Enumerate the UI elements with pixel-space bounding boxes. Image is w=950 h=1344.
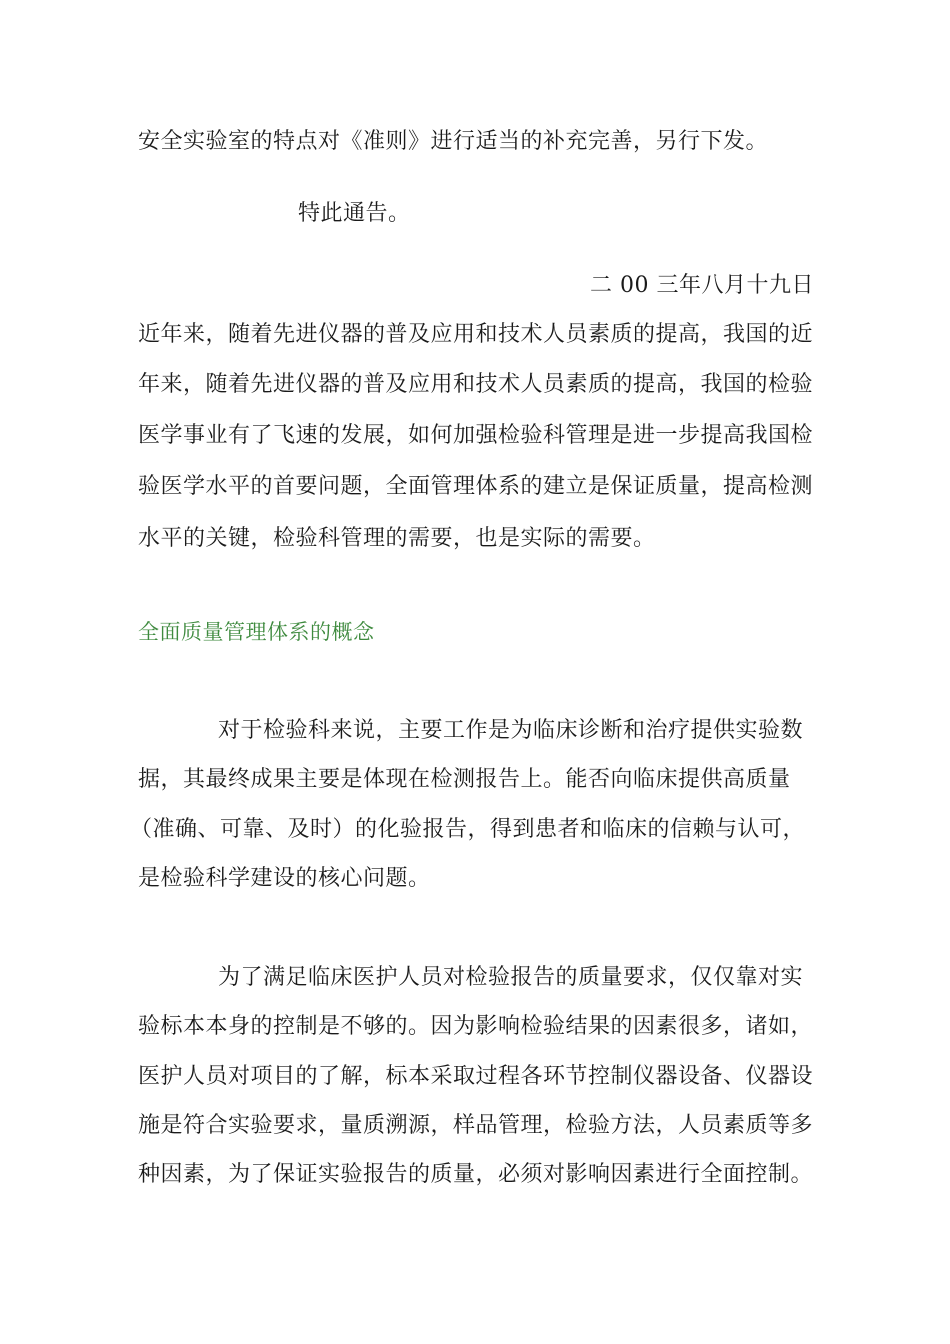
intro-tail-text: 安全实验室的特点对《准则》进行适当的补充完善，另行下发。: [138, 129, 769, 154]
paragraph-line: 据，其最终成果主要是体现在检测报告上。能否向临床提供高质量: [138, 767, 791, 792]
paragraph-line: 验医学水平的首要问题，全面管理体系的建立是保证质量，提高检测: [138, 474, 814, 499]
paragraph-line: 种因素，为了保证实验报告的质量，必须对影响因素进行全面控制。: [138, 1162, 814, 1187]
paragraph-line: 施是符合实验要求，量质溯源，样品管理，检验方法，人员素质等多: [138, 1113, 814, 1138]
paragraph-line: 是检验科学建设的核心问题。: [138, 866, 431, 891]
paragraph-line: 近年来，随着先进仪器的普及应用和技术人员素质的提高，我国的近: [138, 322, 814, 347]
paragraph-line: 为了满足临床医护人员对检验报告的质量要求，仅仅靠对实: [218, 965, 804, 990]
paragraph-line: 验标本本身的控制是不够的。因为影响检验结果的因素很多，诸如，: [138, 1014, 814, 1039]
paragraph-line: 对于检验科来说，主要工作是为临床诊断和治疗提供实验数: [218, 718, 804, 743]
notice-text: 特此通告。: [298, 201, 411, 226]
paragraph-line: 医学事业有了飞速的发展，如何加强检验科管理是进一步提高我国检: [138, 423, 814, 448]
paragraph-line: 年来，随着先进仪器的普及应用和技术人员素质的提高，我国的检验: [138, 372, 814, 397]
document-date: 二 00 三年八月十九日: [590, 273, 814, 298]
paragraph-line: 医护人员对项目的了解，标本采取过程各环节控制仪器设备、仪器设: [138, 1064, 814, 1089]
paragraph-line: （准确、可靠、及时）的化验报告，得到患者和临床的信赖与认可，: [130, 817, 806, 842]
section-heading: 全面质量管理体系的概念: [138, 620, 375, 644]
paragraph-line: 水平的关键，检验科管理的需要，也是实际的需要。: [138, 526, 656, 551]
